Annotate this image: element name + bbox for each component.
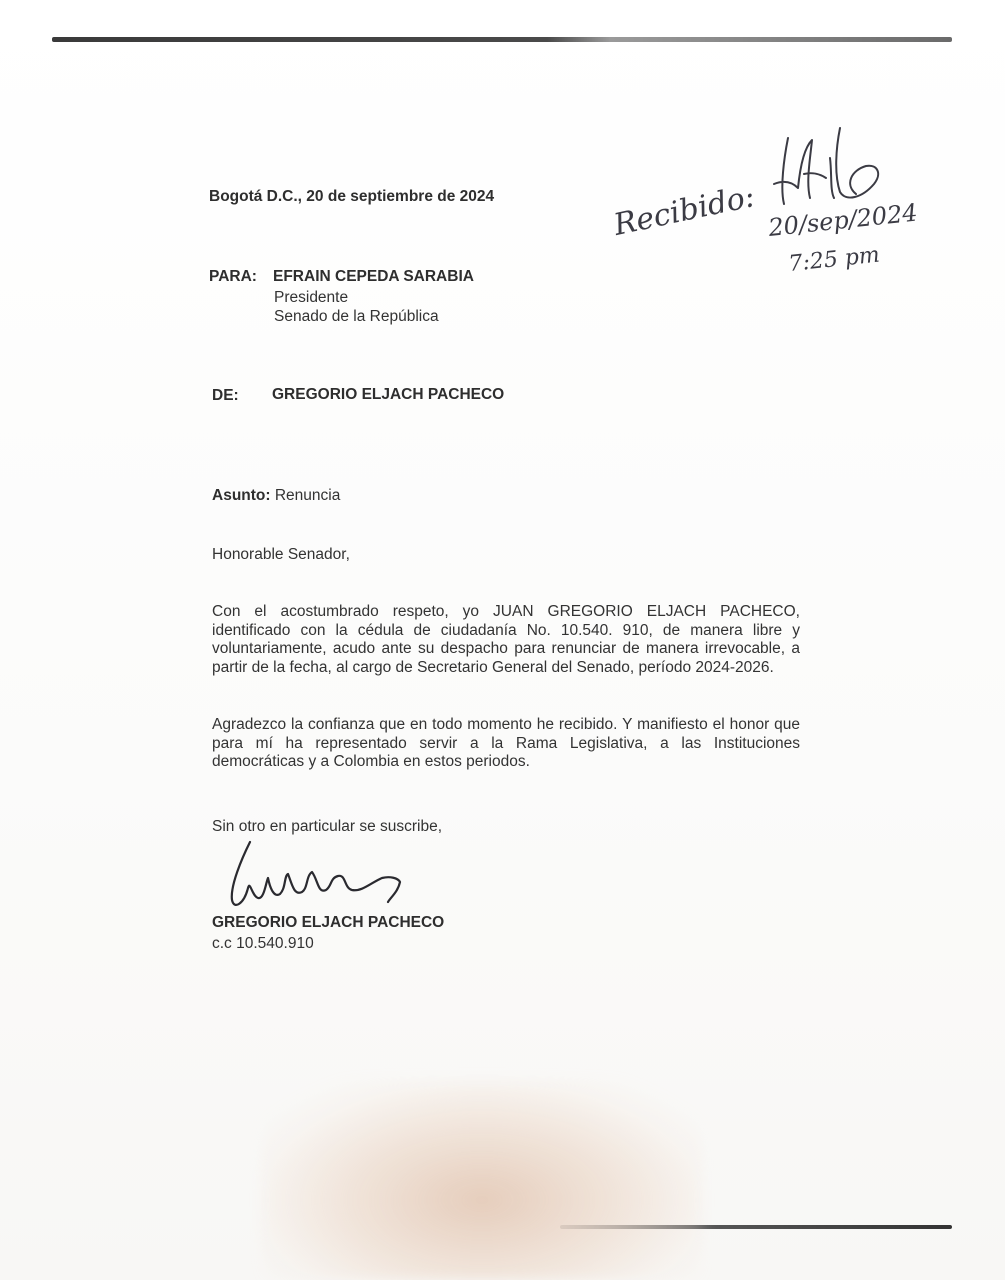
subject-value: Renuncia [274,487,341,504]
date-line: Bogotá D.C., 20 de septiembre de 2024 [209,188,495,205]
subject-label: Asunto: [212,487,271,504]
from-name: GREGORIO ELJACH PACHECO [272,386,505,403]
received-date: 20/sep/2024 [767,198,919,242]
to-label: PARA: [209,268,257,285]
subject-line [212,486,340,505]
signer-id: c.c 10.540.910 [212,935,314,952]
closing-line: Sin otro en particular se suscribe, [212,818,443,835]
from-label: DE: [212,387,239,404]
paper-stain [262,1080,702,1280]
signer-name: GREGORIO ELJACH PACHECO [212,914,445,931]
received-time: 7:25 pm [787,242,881,277]
to-name: EFRAIN CEPEDA SARABIA [273,268,474,285]
to-org: Senado de la República [274,308,439,325]
salutation: Honorable Senador, [212,546,350,563]
page-top-edge [52,37,952,42]
body-paragraph-1: Con el acostumbrado respeto, yo JUAN GREGORIO ELJACH PACHECO, identificado con la cédula de ciudadanía No. 10.540. 910, de manera libre y voluntariamente, acudo ante su despacho para renunciar de manera irrevocable, a partir de la fecha, al cargo de Secretario General del Senado, período 2024-2026. [212,603,800,676]
to-title: Presidente [274,289,349,306]
received-label: Recibido: [610,179,758,243]
body-paragraph-2: Agradezco la confianza que en todo momento he recibido. Y manifiesto el honor que para mí ha representado servir a la Rama Legislativa, a las Instituciones democráticas y a Colombia en estos periodos. [212,716,800,770]
handwritten-signature [222,838,412,920]
